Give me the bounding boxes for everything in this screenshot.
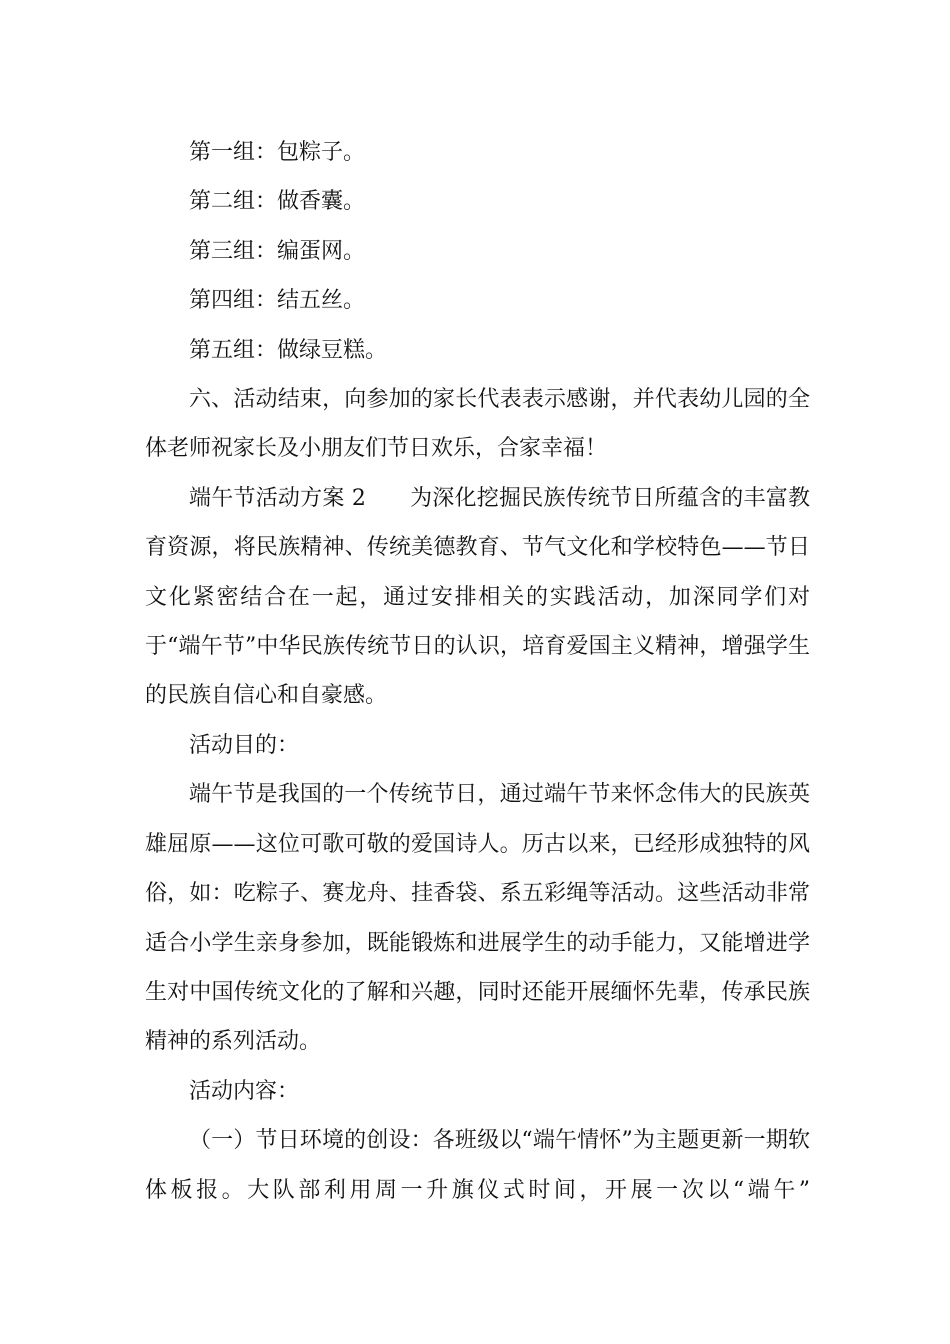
group-item-1: 第一组：包粽子。: [189, 140, 366, 165]
group-item-3: 第三组：编蛋网。: [189, 238, 366, 264]
purpose-heading: 活动目的：: [189, 732, 300, 758]
content-paragraph: （一）节日环境的创设：各班级以“端午情怀”为主题更新一期软体板报。大队部利用周一升旗仪式时间，开展一次以“端午”: [145, 1128, 810, 1203]
closing-paragraph: 六、活动结束，向参加的家长代表表示感谢，并代表幼儿园的全体老师祝家长及小朋友们节日欢乐，合家幸福！: [145, 387, 810, 462]
group-item-4: 第四组：结五丝。: [189, 288, 366, 314]
group-item-5: 第五组：做绿豆糕。: [189, 337, 388, 363]
plan2-title: 端午节活动方案 2: [189, 485, 366, 511]
content-heading: 活动内容：: [189, 1078, 300, 1104]
group-item-2: 第二组：做香囊。: [189, 189, 366, 215]
plan2-intro: 为深化挖掘民族传统节日所蕴含的丰富教育资源，将民族精神、传统美德教育、节气文化和学校特色——节日文化紧密结合在一起，通过安排相关的实践活动，加深同学们对于“端午节”中华民族传统节日的认识，培育爱国主义精神，增强学生的民族自信心和自豪感。: [145, 485, 810, 709]
purpose-paragraph: 端午节是我国的一个传统节日，通过端午节来怀念伟大的民族英雄屈原——这位可歌可敬的爱国诗人。历古以来，已经形成独特的风俗，如：吃粽子、赛龙舟、挂香袋、系五彩绳等活动。这些活动非常适合小学生亲身参加，既能锻炼和进展学生的动手能力，又能增进学生对中国传统文化的了解和兴趣，同时还能开展缅怀先辈，传承民族精神的系列活动。: [145, 782, 810, 1055]
plan2-paragraph: [145, 474, 810, 721]
document-body: [145, 128, 810, 1215]
